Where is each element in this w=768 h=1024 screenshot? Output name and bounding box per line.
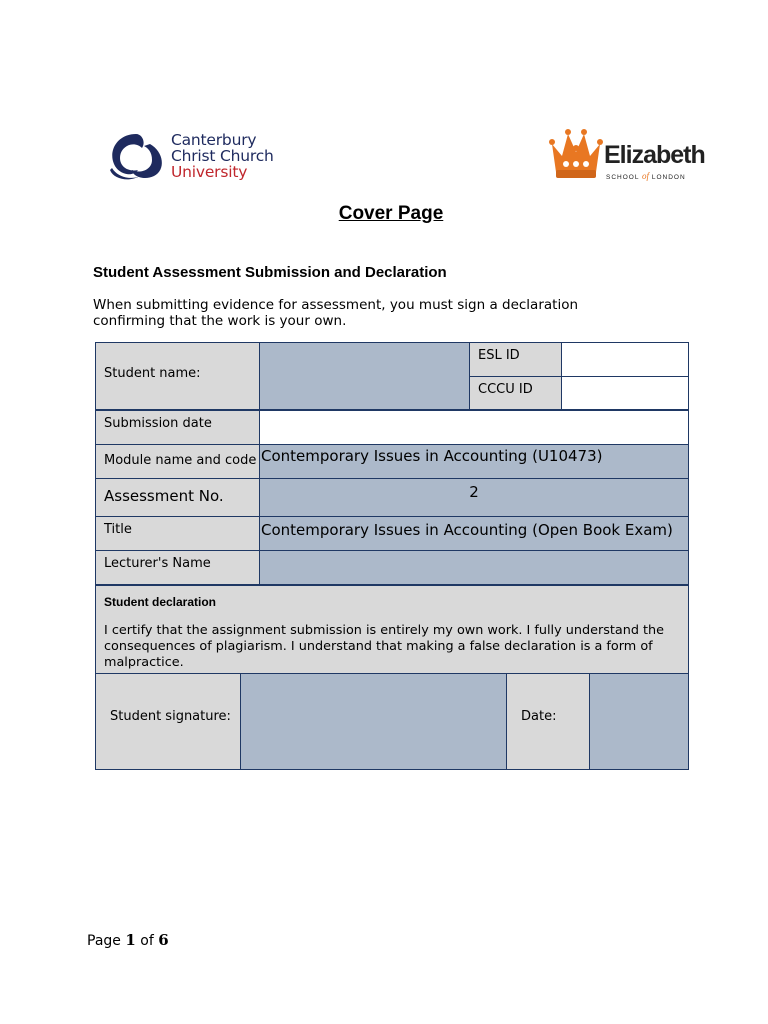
declaration-text: I certify that the assignment submission is entirely my own work. I fully understand the consequences of plagiarism. I understand that making a false declaration is a form of malpractice. (104, 623, 665, 670)
cccu-logo (104, 128, 289, 184)
intro-text: When submitting evidence for assessment, you must sign a declaration confirming that the work is your own. (93, 297, 579, 329)
assessment-no-value: 2 (469, 483, 479, 501)
cccu-id-label: CCCU ID (478, 382, 533, 397)
module-label: Module name and code (104, 453, 257, 468)
date-label-cell (506, 673, 590, 770)
assessment-form (94, 341, 689, 770)
signature-label: Student signature: (110, 709, 231, 724)
cccu-emblem-icon (104, 130, 168, 182)
submission-date-field[interactable] (259, 410, 689, 445)
current-page: 1 (125, 931, 136, 949)
page-number: Page 1 of 6 (87, 931, 169, 949)
student-name-field[interactable] (259, 342, 470, 410)
cccu-logo-line3: University (171, 163, 248, 181)
lecturer-label: Lecturer's Name (104, 556, 211, 571)
elizabeth-logo-name: Elizabeth (604, 141, 705, 169)
total-pages: 6 (158, 931, 169, 949)
esl-id-field[interactable] (561, 342, 689, 377)
submission-date-label-cell (95, 410, 260, 445)
module-label-cell (95, 444, 260, 479)
elizabeth-school-logo (548, 126, 705, 186)
submission-date-label: Submission date (104, 416, 212, 431)
signature-field[interactable] (240, 673, 507, 770)
section-heading: Student Assessment Submission and Declaration (93, 264, 447, 281)
declaration-heading: Student declaration (104, 595, 217, 609)
declaration-block (95, 584, 689, 674)
elizabeth-logo-subtitle: SCHOOL of LONDON (606, 171, 686, 181)
crown-icon (548, 126, 604, 182)
date-field[interactable] (589, 673, 689, 770)
title-label: Title (104, 522, 132, 537)
title-field[interactable] (259, 516, 689, 551)
module-field[interactable] (259, 444, 689, 479)
cccu-id-field[interactable] (561, 376, 689, 410)
lecturer-label-cell (95, 550, 260, 585)
page-title: Cover Page (338, 203, 444, 224)
assessment-no-field[interactable] (259, 478, 689, 517)
cccu-logo-line1: Canterbury (171, 131, 257, 149)
date-label: Date: (521, 709, 557, 724)
esl-id-label: ESL ID (478, 348, 520, 363)
cccu-logo-line2: Christ Church (171, 147, 274, 165)
assessment-no-label-cell (95, 478, 260, 517)
title-label-cell (95, 516, 260, 551)
student-name-label-cell (95, 342, 260, 410)
signature-label-cell (95, 673, 241, 770)
cccu-id-label-cell (469, 376, 562, 410)
lecturer-field[interactable] (259, 550, 689, 585)
student-name-label: Student name: (104, 366, 201, 381)
module-value: Contemporary Issues in Accounting (U10473) (261, 447, 603, 465)
title-value: Contemporary Issues in Accounting (Open Book Exam) (261, 521, 673, 539)
esl-id-label-cell (469, 342, 562, 377)
assessment-no-label: Assessment No. (104, 487, 224, 505)
